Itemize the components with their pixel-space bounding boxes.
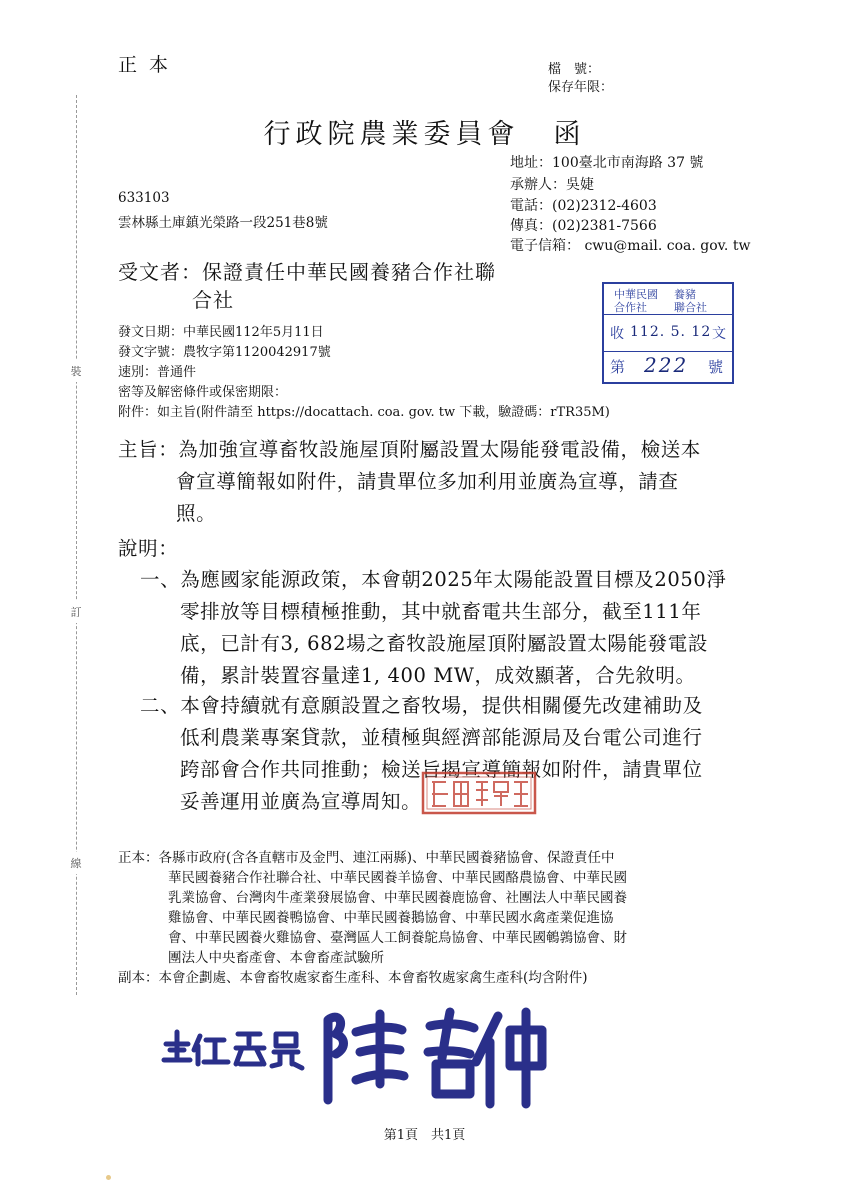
director-signature xyxy=(160,1002,560,1112)
binding-mark-line: 線 xyxy=(70,852,82,874)
stamp-org-b: 合作社 xyxy=(614,301,647,314)
urgency-level: 速別：普通件 xyxy=(118,365,197,380)
stamp-document-char: 文 xyxy=(712,326,726,342)
cc-copy-line: 副本：本會企劃處、本會畜牧處家畜生產科、本會畜牧處家禽生產科(均含附件) xyxy=(118,970,588,986)
sender-fax: 傳真：(02)2381-7566 xyxy=(510,218,657,234)
explanation-item-1-line-4: 備，累計裝置容量達1, 400 MW，成效顯著，合先敘明。 xyxy=(180,664,696,687)
addressee-line-2: 合社 xyxy=(192,288,234,312)
sender-handler: 承辦人：吳婕 xyxy=(510,177,594,193)
sender-phone: 電話：(02)2312-4603 xyxy=(510,198,657,214)
explanation-item-2-line-1: 二、本會持續就有意願設置之畜牧場，提供相關優先改建補助及 xyxy=(140,694,703,717)
classification-label: 密等及解密條件或保密期限： xyxy=(118,385,288,400)
cc-original-line-1: 正本：各縣市政府(含各直轄市及金門、連江兩縣)、中華民國養豬協會、保證責任中 xyxy=(118,850,615,866)
attachment-info: 附件：如主旨(附件請至 https://docattach. coa. gov. tw 下載，驗證碼：rTR35M) xyxy=(118,405,610,420)
paper-speck xyxy=(106,1175,111,1180)
issue-date: 發文日期：中華民國112年5月11日 xyxy=(118,325,324,340)
explanation-heading: 說明： xyxy=(118,537,179,560)
stamp-received-date: 112. 5. 12 xyxy=(630,324,712,340)
stamp-org-a: 中華民國 xyxy=(614,288,658,301)
cc-original-line-5: 會、中華民國養火雞協會、臺灣區人工飼養鴕鳥協會、中華民國鵪鶉協會、財 xyxy=(168,930,627,946)
letter-title xyxy=(0,112,849,151)
stamp-number-prefix: 第 xyxy=(610,358,626,376)
cc-original-line-3: 乳業協會、台灣肉牛產業發展協會、中華民國養鹿協會、社團法人中華民國養 xyxy=(168,890,627,906)
stamp-number-suffix: 號 xyxy=(708,358,724,376)
explanation-item-1-line-1: 一、為應國家能源政策，本會朝2025年太陽能設置目標及2050淨 xyxy=(140,568,727,591)
stamp-receipt-number: 222 xyxy=(644,353,689,377)
cc-original-line-4: 雞協會、中華民國養鴨協會、中華民國養鵝協會、中華民國水禽產業促進協 xyxy=(168,910,614,926)
cc-original-line-2: 華民國養豬合作社聯合社、中華民國養羊協會、中華民國酪農協會、中華民國 xyxy=(168,870,627,886)
explanation-item-2-line-2: 低利農業專案貸款，並積極與經濟部能源局及台電公司進行 xyxy=(180,726,703,749)
recipient-postal-code: 633103 xyxy=(118,190,170,206)
explanation-item-1-line-2: 零排放等目標積極推動，其中就畜電共生部分，截至111年 xyxy=(180,600,702,623)
binding-mark-staple: 訂 xyxy=(70,601,82,623)
agency-seal xyxy=(420,770,538,816)
page-number: 第1頁 共1頁 xyxy=(383,1128,466,1143)
archive-number-label: 檔 號： xyxy=(548,62,601,77)
addressee-line-1: 受文者：保證責任中華民國養豬合作社聯 xyxy=(118,260,496,284)
explanation-item-2-line-3: 跨部會合作共同推動；檢送旨揭宣導簡報如附件，請貴單位 xyxy=(180,758,703,781)
sender-address: 地址：100臺北市南海路 37 號 xyxy=(510,155,704,171)
stamp-org-d: 聯合社 xyxy=(674,301,707,314)
agency-name: 行政院農業委員會 xyxy=(263,119,520,150)
reference-number: 發文字號：農牧字第1120042917號 xyxy=(118,345,331,360)
recipient-street-address: 雲林縣土庫鎮光榮路一段251巷8號 xyxy=(118,215,328,231)
subject-line-2: 會宣導簡報如附件，請貴單位多加利用並廣為宣導，請查 xyxy=(176,470,679,493)
document-type: 函 xyxy=(553,119,586,150)
retention-period-label: 保存年限： xyxy=(548,80,614,95)
explanation-item-1-line-3: 底，已計有3, 682場之畜牧設施屋頂附屬設置太陽能發電設 xyxy=(180,632,708,655)
receipt-stamp xyxy=(602,282,734,384)
subject-line-1: 主旨：為加強宣導畜牧設施屋頂附屬設置太陽能發電設備，檢送本 xyxy=(118,438,701,461)
copy-mark: 正本 xyxy=(118,54,181,76)
stamp-received-char: 收 xyxy=(610,326,624,342)
sender-email: 電子信箱： cwu@mail. coa. gov. tw xyxy=(510,238,751,254)
binding-mark-bind: 裝 xyxy=(70,360,82,382)
explanation-item-2-line-4: 妥善運用並廣為宣導周知。 xyxy=(180,790,422,813)
subject-line-3: 照。 xyxy=(176,502,217,525)
stamp-org-c: 養豬 xyxy=(674,288,696,301)
cc-original-line-6: 團法人中央畜產會、本會畜產試驗所 xyxy=(168,950,384,966)
